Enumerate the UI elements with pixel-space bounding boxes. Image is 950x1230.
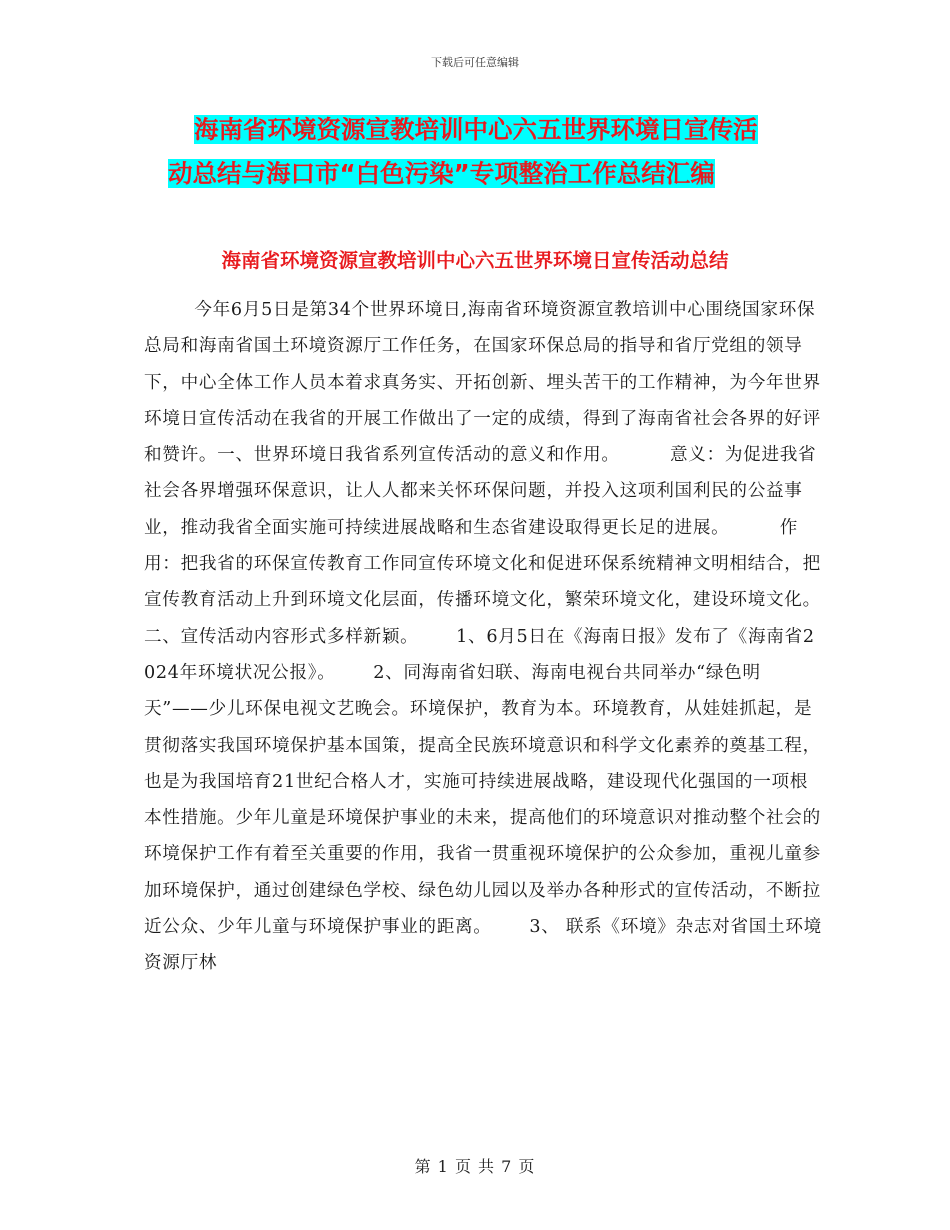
section-title: 海南省环境资源宣教培训中心六五世界环境日宣传活动总结 (221, 249, 729, 272)
body-paragraph (144, 292, 872, 982)
page-header-note: 下载后可任意编辑 (431, 56, 519, 69)
body-indent (144, 300, 194, 320)
body-text: 今年6月5日是第34个世界环境日,海南省环境资源宣教培训中心围绕国家环保总局和海南省国土环境资源厅工作任务，在国家环保总局的指导和省厅党组的领导下，中心全体工作人员本着求真务实、开拓创新、埋头苦干的工作精神，为今年世界环境日宣传活动在我省的开展工作做出了一定的成绩，得到了海南省社会各界的好评和赞许。一、世界环境日我省系列宣传活动的意义和作用。 意义：为促进我省社会各界增强环保意识，让人人都来关怀环保问题，并投入这项利国利民的公益事业，推动我省全面实施可持续进展战略和生态省建设取得更长足的进展。 作用：把我省的环保宣传教育工作同宣传环境文化和促进环保系统精神文明相结合，把宣传教育活动上升到环境文化层面，传播环境文化，繁荣环境文化，建设环境文化。 二、宣传活动内容形式多样新颖。 1、6月5日在《海南日报》发布了《海南省2024年环境状况公报》。 2、同海南省妇联、海南电视台共同举办“绿色明天”——少儿环保电视文艺晚会。环境保护，教育为本。环境教育，从娃娃抓起，是贯彻落实我国环境保护基本国策，提高全民族环境意识和科学文化素养的奠基工程，也是为我国培育21世纪合格人才，实施可持续进展战略，建设现代化强国的一项根本性措施。少年儿童是环境保护事业的未来，提高他们的环境意识对推动整个社会的环境保护工作有着至关重要的作用，我省一贯重视环境保护的公众参加，重视儿童参加环境保护，通过创建绿色学校、绿色幼儿园以及举办各种形式的宣传活动，不断拉近公众、少年儿童与环境保护事业的距离。 3、 联系《环境》杂志对省国土环境资源厅林 (144, 300, 872, 974)
document-title-line-2: 动总结与海口市“白色污染”专项整治工作总结汇编 (168, 159, 715, 188)
document-title (168, 108, 828, 196)
page-number: 第 1 页 共 7 页 (414, 1157, 536, 1176)
document-title-line-1: 海南省环境资源宣教培训中心六五世界环境日宣传活 (194, 115, 758, 144)
